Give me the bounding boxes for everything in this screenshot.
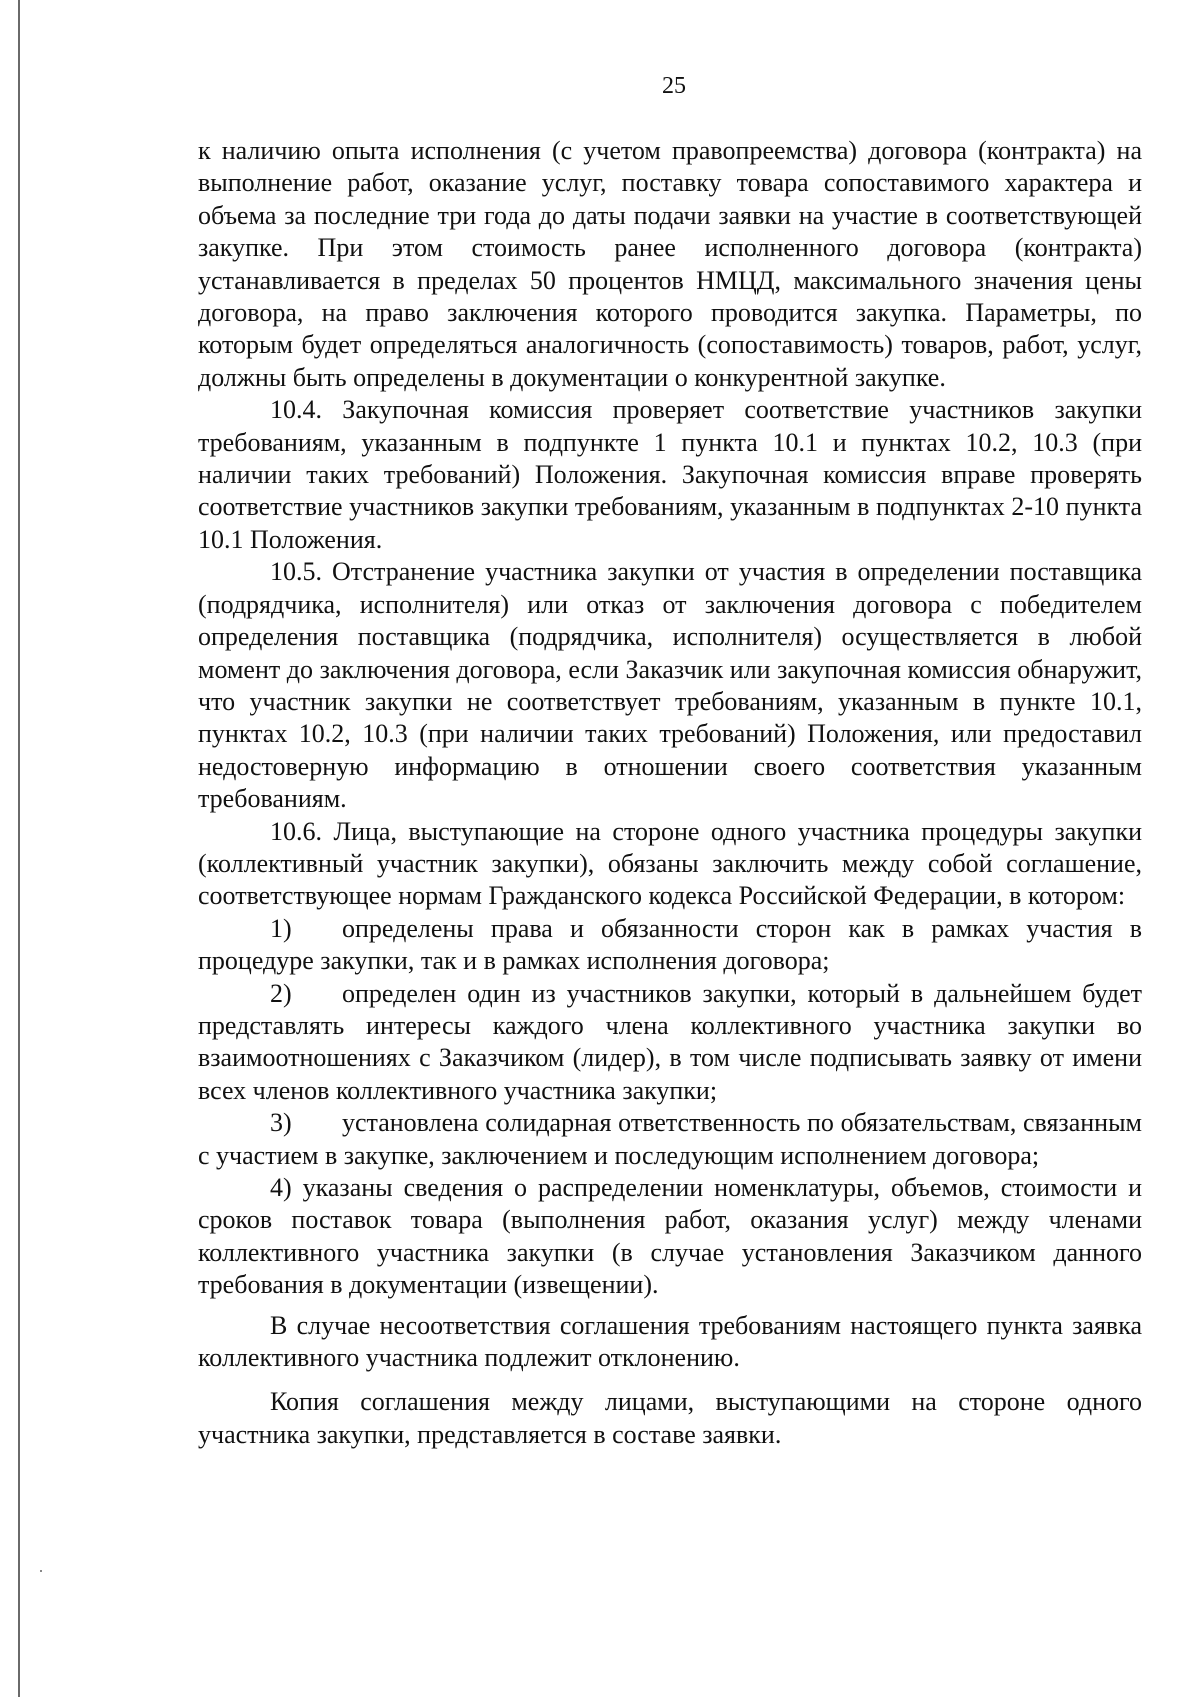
list-number: 4) xyxy=(270,1173,292,1202)
list-item-text: установлена солидарная ответственность по обязательствам, связанным с участием в закупке, заключением и последующим исполнением договора; xyxy=(198,1108,1142,1170)
paragraph-nonconformity: В случае несоответствия соглашения требованиям настоящего пункта заявка коллективного участника подлежит отклонению. xyxy=(198,1310,1142,1373)
paragraph-10-4: 10.4. Закупочная комиссия проверяет соответствие участников закупки требованиям, указанным в подпункте 1 пункта 10.1 и пунктах 10.2, 10.3 (при наличии таких требований) Положения. Закупочная комиссия вправе проверять соответствие участников закупки требованиям, указанным в подпунктах 2-10 пункта 10.1 Положения. xyxy=(198,395,1142,554)
paragraph-copy: Копия соглашения между лицами, выступающими на стороне одного участника закупки, представляется в составе заявки. xyxy=(198,1387,1142,1449)
list-item-text: определены права и обязанности сторон как в рамках участия в процедуре закупки, так и в рамках исполнения договора; xyxy=(198,913,1142,976)
list-item-3 xyxy=(198,1107,1142,1172)
scan-edge-line xyxy=(18,0,20,1697)
page-number: 25 xyxy=(662,73,686,99)
list-number: 2) xyxy=(270,978,292,1008)
list-number: 1) xyxy=(270,913,292,943)
paragraph-10-6: 10.6. Лица, выступающие на стороне одного участника процедуры закупки (коллективный участник закупки), обязаны заключить между собой соглашение, соответствующее нормам Гражданского кодекса Российской Федерации, в котором: xyxy=(198,816,1142,911)
list-item-2 xyxy=(198,978,1142,1108)
scan-speck xyxy=(40,1570,42,1572)
list-item-text: определен один из участников закупки, который в дальнейшем будет представлять интересы каждого члена коллективного участника закупки во взаимоотношениях с Заказчиком (лидер), в том числе подписывать заявку от имени всех членов коллективного участника закупки; xyxy=(198,978,1142,1105)
paragraph-continuation: к наличию опыта исполнения (с учетом правопреемства) договора (контракта) на выполнение работ, оказание услуг, поставку товара сопоставимого характера и объема за последние три года до даты подачи заявки на участие в соответствующей закупке. При этом стоимость ранее исполненного договора (контракта) устанавливается в пределах 50 процентов НМЦД, максимального значения цены договора, на право заключения которого проводится закупка. Параметры, по которым будет определяться аналогичность (сопоставимость) товаров, работ, услуг, должны быть определены в документации о конкурентной закупке. xyxy=(198,136,1142,392)
paragraph-10-5: 10.5. Отстранение участника закупки от участия в определении поставщика (подрядчика, исполнителя) или отказ от заключения договора с победителем определения поставщика (подрядчика, исполнителя) осуществляется в любой момент до заключения договора, если Заказчик или закупочная комиссия обнаружит, что участник закупки не соответствует требованиям, указанным в пункте 10.1, пунктах 10.2, 10.3 (при наличии таких требований) Положения, или предоставил недостоверную информацию в отношении своего соответствия указанным требованиям. xyxy=(198,557,1142,814)
list-number: 3) xyxy=(270,1108,292,1138)
list-item-4 xyxy=(198,1172,1142,1302)
list-item-text: указаны сведения о распределении номенклатуры, объемов, стоимости и сроков поставок товара (выполнения работ, оказания услуг) между членами коллективного участника закупки (в случае установления Заказчиком данного требования в документации (извещении). xyxy=(198,1173,1142,1300)
document-body xyxy=(198,135,1142,1451)
list-item-1 xyxy=(198,913,1142,978)
